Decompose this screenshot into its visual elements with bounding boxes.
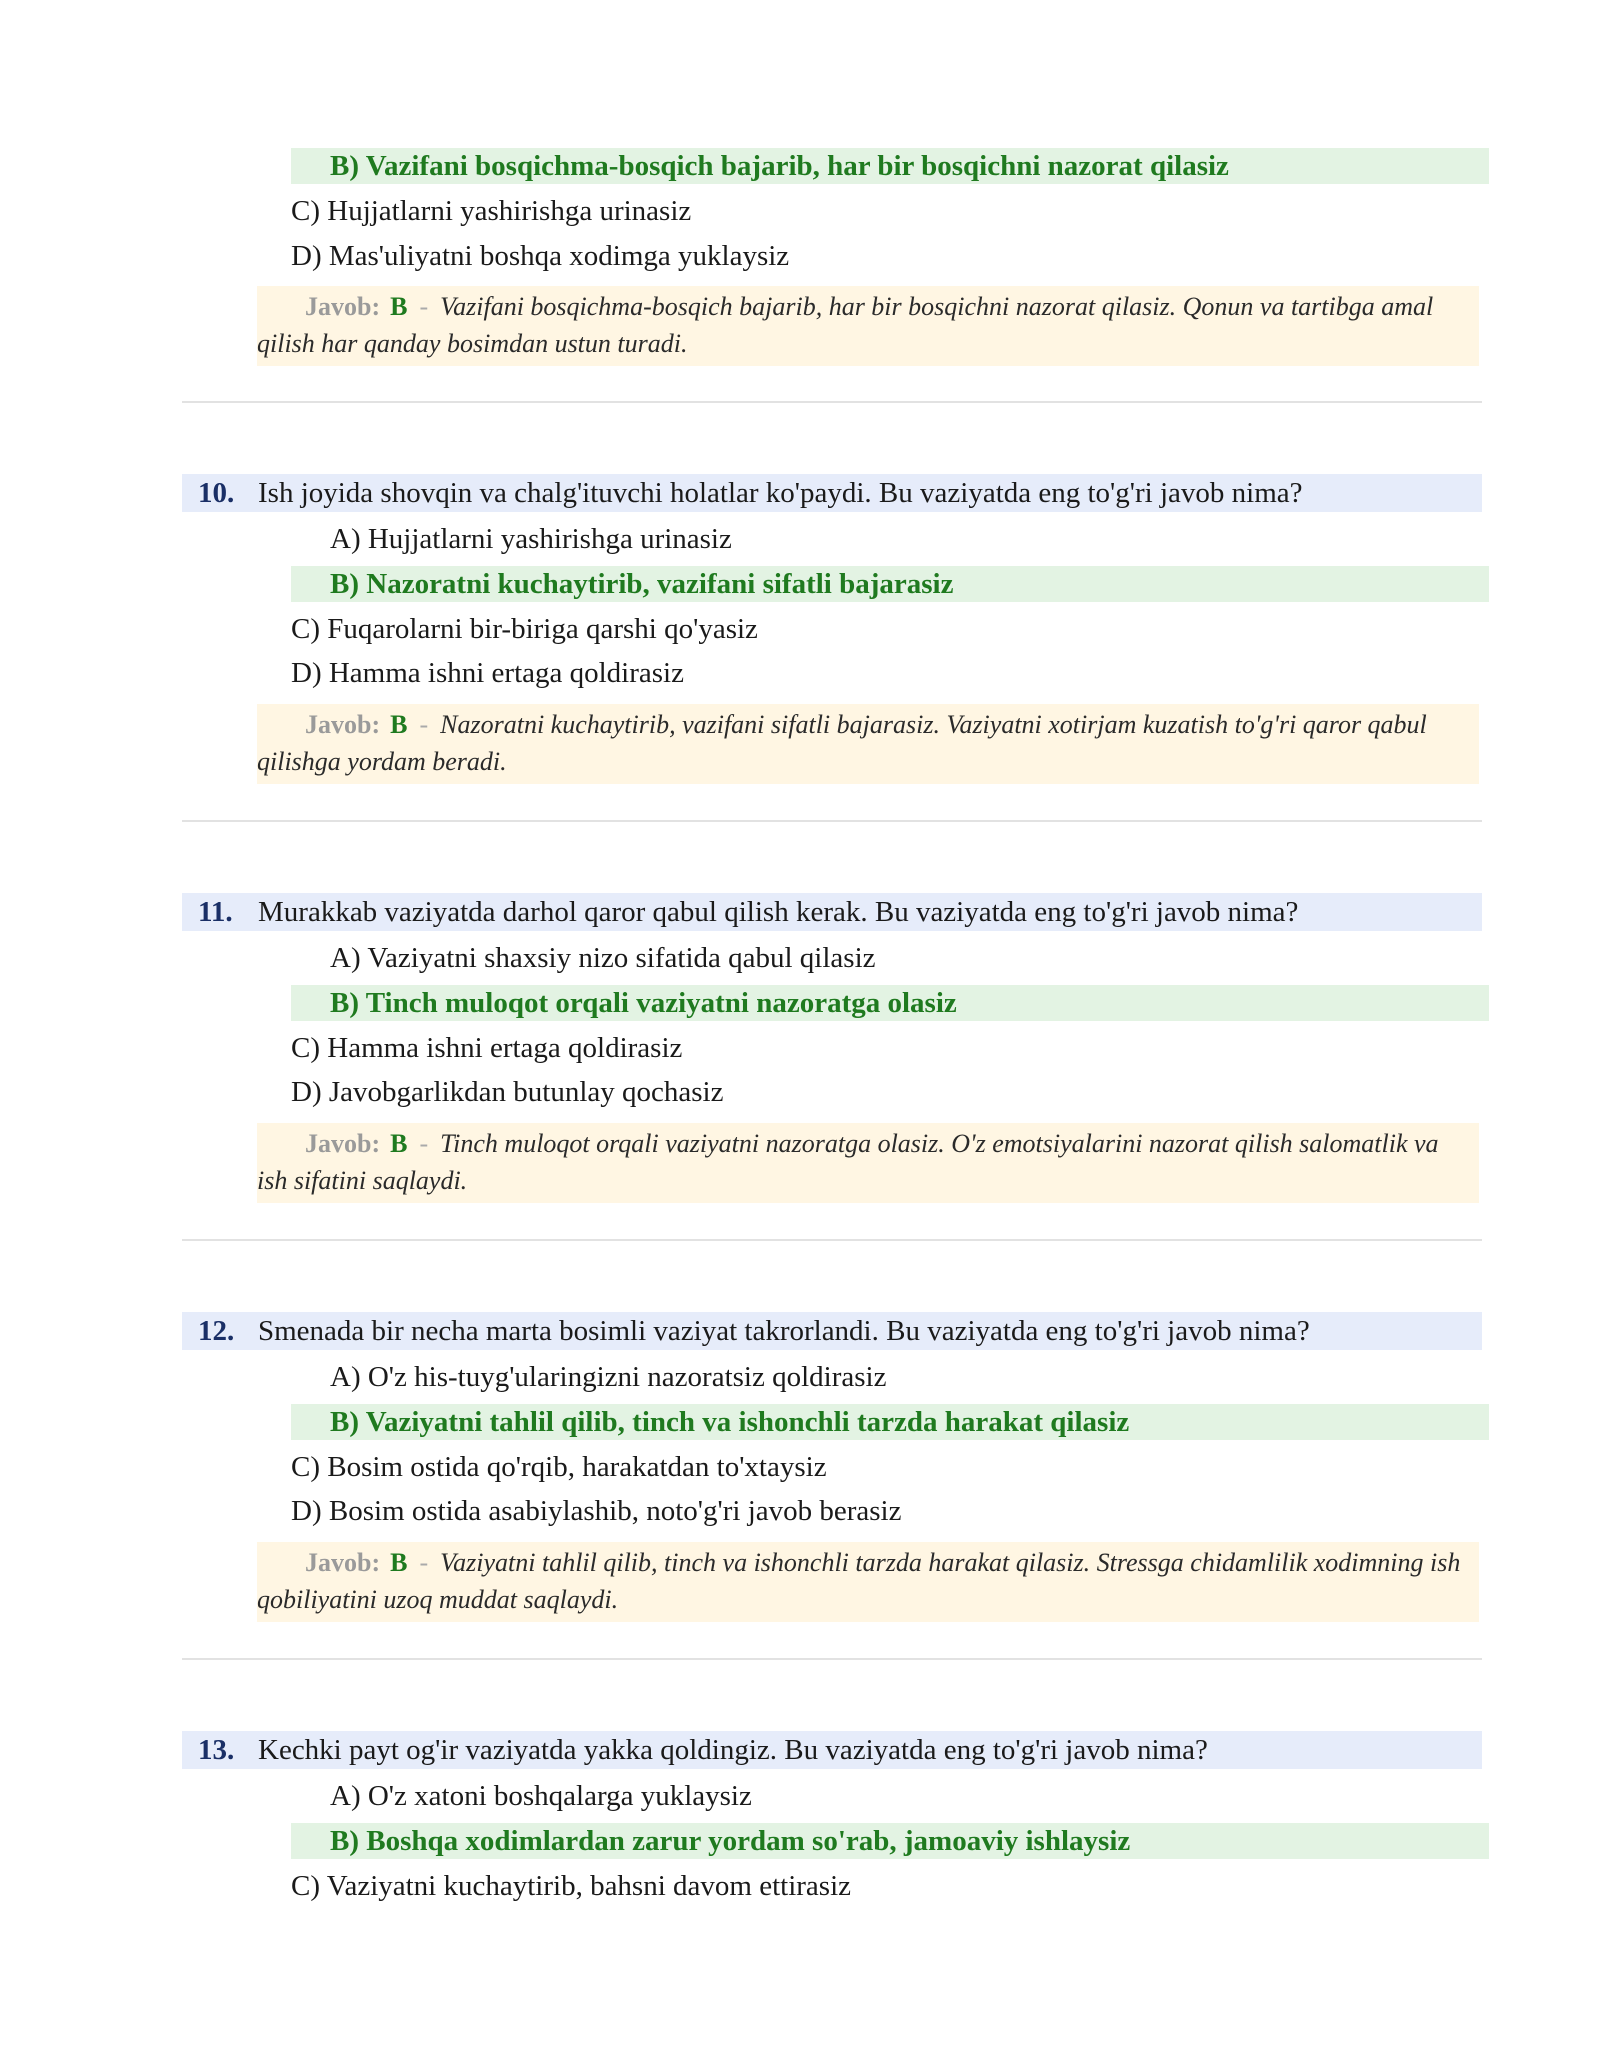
answer-letter: B — [390, 1548, 408, 1577]
question-text: Smenada bir necha marta bosimli vaziyat takrorlandi. Bu vaziyatda eng to'g'ri javob nima? — [258, 1315, 1310, 1347]
option-a: A) Hujjatlarni yashirishga urinasiz — [330, 523, 732, 555]
divider — [182, 1239, 1482, 1241]
answer-dash: - — [419, 1129, 429, 1158]
question-text: Kechki payt og'ir vaziyatda yakka qoldingiz. Bu vaziyatda eng to'g'ri javob nima? — [258, 1734, 1208, 1766]
answer-box — [257, 1123, 1479, 1203]
answer-box — [257, 1542, 1479, 1622]
option-d: D) Bosim ostida asabiylashib, noto'g'ri javob berasiz — [291, 1495, 902, 1527]
question-number: 13. — [198, 1734, 235, 1766]
divider — [182, 1658, 1482, 1660]
option-a: A) O'z his-tuyg'ularingizni nazoratsiz qoldirasiz — [330, 1361, 887, 1393]
answer-explanation: Vaziyatni tahlil qilib, tinch va ishonchli tarzda harakat qilasiz. Stressga chidamlilik xodimning ish qobiliyatini uzoq muddat saqlaydi. — [257, 1548, 1461, 1614]
answer-dash: - — [419, 710, 429, 739]
option-a: A) O'z xatoni boshqalarga yuklaysiz — [330, 1780, 752, 1812]
option-d: D) Mas'uliyatni boshqa xodimga yuklaysiz — [291, 240, 790, 272]
answer-label: Javob: — [305, 1129, 381, 1158]
answer-explanation: Vazifani bosqichma-bosqich bajarib, har bir bosqichni nazorat qilasiz. Qonun va tartibga amal qilish har qanday bosimdan ustun turadi. — [257, 292, 1434, 358]
option-c: C) Hamma ishni ertaga qoldirasiz — [291, 1032, 683, 1064]
answer-box — [257, 286, 1479, 366]
question-number: 11. — [198, 896, 233, 928]
question-text: Murakkab vaziyatda darhol qaror qabul qilish kerak. Bu vaziyatda eng to'g'ri javob nima? — [258, 896, 1299, 928]
answer-letter: B — [390, 710, 408, 739]
option-b-correct: B) Tinch muloqot orqali vaziyatni nazoratga olasiz — [291, 985, 1489, 1021]
question-header — [182, 893, 1482, 931]
answer-dash: - — [419, 292, 429, 321]
answer-letter: B — [390, 292, 408, 321]
answer-dash: - — [419, 1548, 429, 1577]
question-text: Ish joyida shovqin va chalg'ituvchi holatlar ko'paydi. Bu vaziyatda eng to'g'ri javob nima? — [258, 477, 1303, 509]
answer-label: Javob: — [305, 1548, 381, 1577]
answer-explanation: Nazoratni kuchaytirib, vazifani sifatli bajarasiz. Vaziyatni xotirjam kuzatish to'g'ri qaror qabul qilishga yordam beradi. — [257, 710, 1427, 776]
option-c: C) Fuqarolarni bir-biriga qarshi qo'yasiz — [291, 613, 758, 645]
divider — [182, 820, 1482, 822]
answer-letter: B — [390, 1129, 408, 1158]
question-header — [182, 1731, 1482, 1769]
question-header — [182, 1312, 1482, 1350]
option-b-correct: B) Vazifani bosqichma-bosqich bajarib, har bir bosqichni nazorat qilasiz — [291, 148, 1489, 184]
answer-explanation: Tinch muloqot orqali vaziyatni nazoratga olasiz. O'z emotsiyalarini nazorat qilish salomatlik va ish sifatini saqlaydi. — [257, 1129, 1439, 1195]
answer-box — [257, 704, 1479, 784]
option-b-correct: B) Nazoratni kuchaytirib, vazifani sifatli bajarasiz — [291, 566, 1489, 602]
answer-label: Javob: — [305, 710, 381, 739]
question-header — [182, 474, 1482, 512]
option-d: D) Javobgarlikdan butunlay qochasiz — [291, 1076, 724, 1108]
answer-label: Javob: — [305, 292, 381, 321]
divider — [182, 401, 1482, 403]
option-d: D) Hamma ishni ertaga qoldirasiz — [291, 657, 684, 689]
question-number: 10. — [198, 477, 235, 509]
question-number: 12. — [198, 1315, 235, 1347]
option-b-correct: B) Vaziyatni tahlil qilib, tinch va ishonchli tarzda harakat qilasiz — [291, 1404, 1489, 1440]
option-c: C) Vaziyatni kuchaytirib, bahsni davom ettirasiz — [291, 1870, 851, 1902]
option-a: A) Vaziyatni shaxsiy nizo sifatida qabul qilasiz — [330, 942, 876, 974]
option-c: C) Hujjatlarni yashirishga urinasiz — [291, 195, 692, 227]
option-b-correct: B) Boshqa xodimlardan zarur yordam so'rab, jamoaviy ishlaysiz — [291, 1823, 1489, 1859]
option-c: C) Bosim ostida qo'rqib, harakatdan to'xtaysiz — [291, 1451, 827, 1483]
